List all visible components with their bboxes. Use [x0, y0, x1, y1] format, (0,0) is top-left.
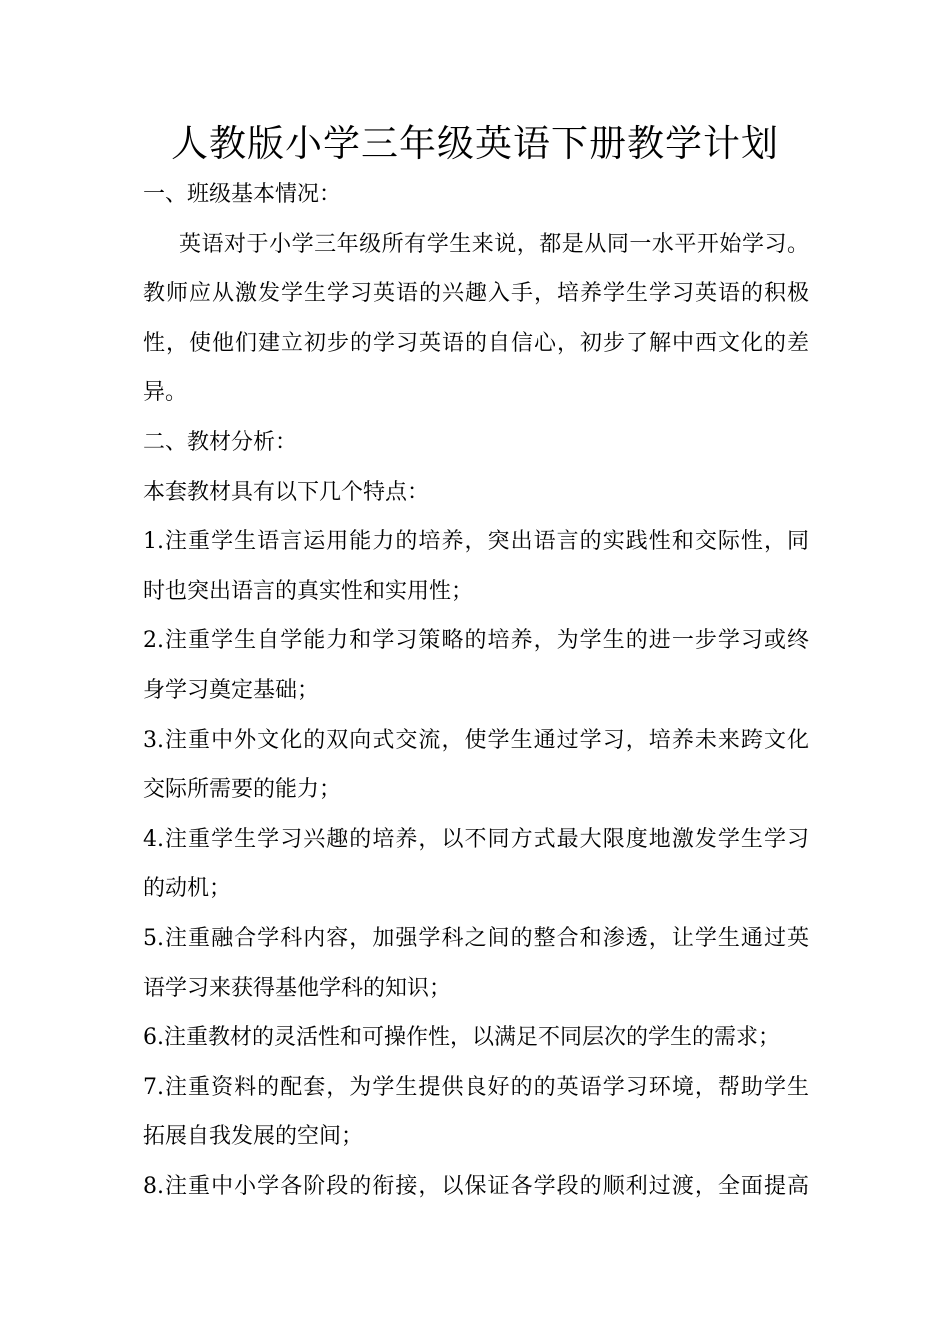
- list-item-line: 1.注重学生语言运用能力的培养，突出语言的实践性和交际性，同: [143, 529, 809, 555]
- paragraph-line: 本套教材具有以下几个特点：: [143, 479, 430, 505]
- section-heading-textbook-analysis: 二、教材分析：: [143, 429, 298, 455]
- list-item-line: 的动机；: [143, 876, 232, 902]
- paragraph-line: 教师应从激发学生学习英语的兴趣入手，培养学生学习英语的积极: [143, 281, 809, 307]
- section-heading-class-situation: 一、班级基本情况：: [143, 182, 342, 207]
- list-item-line: 拓展自我发展的空间；: [143, 1124, 364, 1150]
- list-item-line: 8.注重中小学各阶段的衔接，以保证各学段的顺利过渡，全面提高: [143, 1173, 809, 1199]
- list-item-line: 7.注重资料的配套，为学生提供良好的的英语学习环境，帮助学生: [143, 1074, 809, 1100]
- paragraph-line: 异。: [143, 380, 188, 406]
- list-item-line: 2.注重学生自学能力和学习策略的培养，为学生的进一步学习或终: [143, 628, 809, 654]
- list-item-line: 6.注重教材的灵活性和可操作性，以满足不同层次的学生的需求；: [143, 1025, 780, 1051]
- list-item-line: 身学习奠定基础；: [143, 677, 320, 703]
- paragraph-line: 英语对于小学三年级所有学生来说，都是从同一水平开始学习。: [179, 231, 809, 257]
- list-item-line: 时也突出语言的真实性和实用性；: [143, 578, 474, 604]
- list-item-line: 3.注重中外文化的双向式交流，使学生通过学习，培养未来跨文化: [143, 727, 809, 753]
- document-title: 人教版小学三年级英语下册教学计划: [171, 122, 779, 165]
- list-item-line: 语学习来获得基他学科的知识；: [143, 975, 452, 1001]
- paragraph-line: 性，使他们建立初步的学习英语的自信心，初步了解中西文化的差: [143, 330, 809, 356]
- list-item-line: 5.注重融合学科内容，加强学科之间的整合和渗透，让学生通过英: [143, 925, 809, 951]
- list-item-line: 4.注重学生学习兴趣的培养，以不同方式最大限度地激发学生学习: [143, 826, 809, 852]
- list-item-line: 交际所需要的能力；: [143, 777, 342, 803]
- document-body: [143, 170, 809, 1211]
